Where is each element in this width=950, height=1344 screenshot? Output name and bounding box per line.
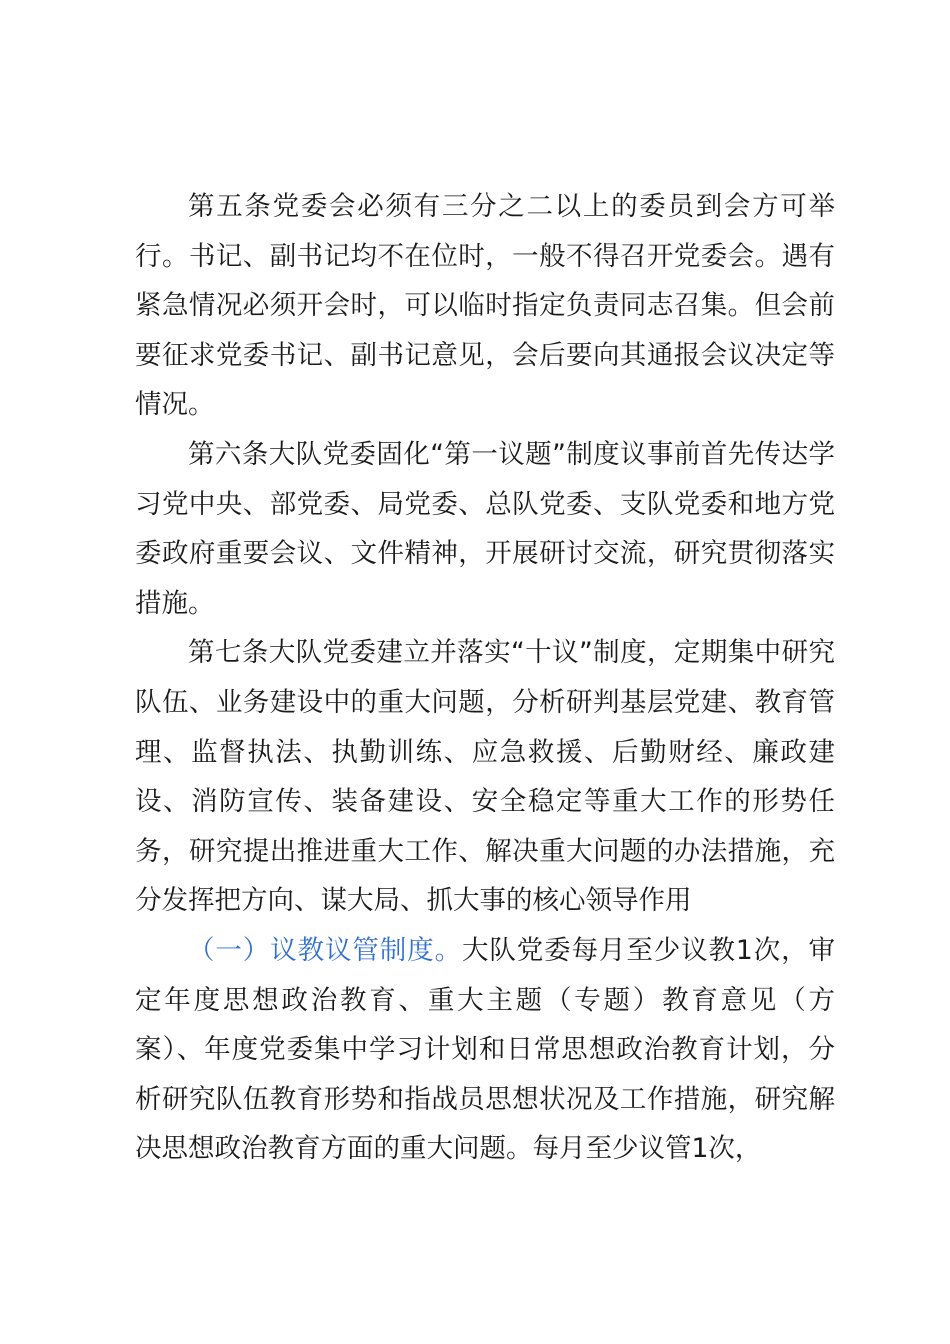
paragraph-text: 第五条党委会必须有三分之二以上的委员到会方可举行。书记、副书记均不在位时，一般不得召开党委会。遇有紧急情况必须开会时，可以临时指定负责同志召集。但会前要征求党委书记、副书记意见，会后要向其通报会议决定等情况。 (135, 191, 835, 421)
paragraph-article-6 (135, 430, 835, 628)
document-body (135, 182, 835, 1174)
paragraph-text: 大队党委每月至少议教1次，审定年度思想政治教育、重大主题（专题）教育意见（方案）、年度党委集中学习计划和日常思想政治教育计划，分析研究队伍教育形势和指战员思想状况及工作措施，研究解决思想政治教育方面的重大问题。每月至少议管1次， (135, 934, 835, 1165)
paragraph-text: 第六条大队党委固化“第一议题”制度议事前首先传达学习党中央、部党委、局党委、总队党委、支队党委和地方党委政府重要会议、文件精神，开展研讨交流，研究贯彻落实措施。 (135, 438, 835, 619)
paragraph-text: 第七条大队党委建立并落实“十议”制度，定期集中研究队伍、业务建设中的重大问题，分析研判基层党建、教育管理、监督执法、执勤训练、应急救援、后勤财经、廉政建设、消防宣传、装备建设、安全稳定等重大工作的形势任务，研究提出推进重大工作、解决重大问题的办法措施，充分发挥把方向、谋大局、抓大事的核心领导作用 (135, 637, 835, 917)
paragraph-article-5 (135, 182, 835, 430)
section-heading: （一）议教议管制度。 (188, 934, 462, 966)
paragraph-section-1 (135, 926, 835, 1174)
paragraph-article-7 (135, 628, 835, 926)
